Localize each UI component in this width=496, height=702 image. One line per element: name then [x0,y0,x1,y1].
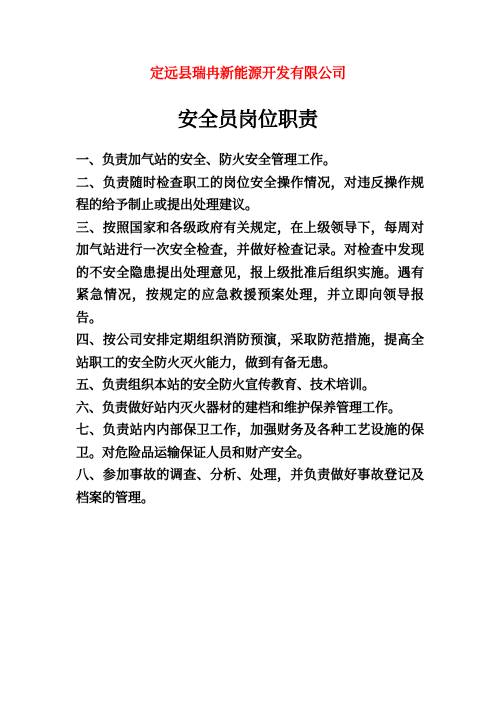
page-title: 安全员岗位职责 [178,107,318,131]
duty-item-5: 五、负责组织本站的安全防火宣传教育、技术培训。 [76,378,376,393]
duty-item-4: 四、按公司安排定期组织消防预演，采取防范措施，提高全站职工的安全防火灭火能力，做到有备无患。 [76,333,424,371]
duty-item-6: 六、负责做好站内灭火器材的建档和维护保养管理工作。 [76,400,402,416]
duty-item-3: 三、按照国家和各级政府有关规定，在上级领导下，每周对加气站进行一次安全检查，并做好检查记录。对检查中发现的不安全隐患提出处理意见，报上级批准后组织实施。遇有紧急情况，按规定的应急救援预案处理，并立即向领导报告。 [76,220,424,326]
duty-item-8: 八、参加事故的调查、分析、处理，并负责做好事故登记及档案的管理。 [76,468,424,506]
duty-item-7: 七、负责站内内部保卫工作，加强财务及各种工艺设施的保卫。对危险品运输保证人员和财产安全。 [76,423,424,461]
company-name: 定远县瑞冉新能源开发有限公司 [150,66,346,82]
duty-item-1: 一、负责加气站的安全、防火安全管理工作。 [76,153,337,168]
duty-item-2: 二、负责随时检查职工的岗位安全操作情况，对违反操作规程的给予制止或提出处理建议。 [76,175,424,213]
duties-list [76,150,424,510]
